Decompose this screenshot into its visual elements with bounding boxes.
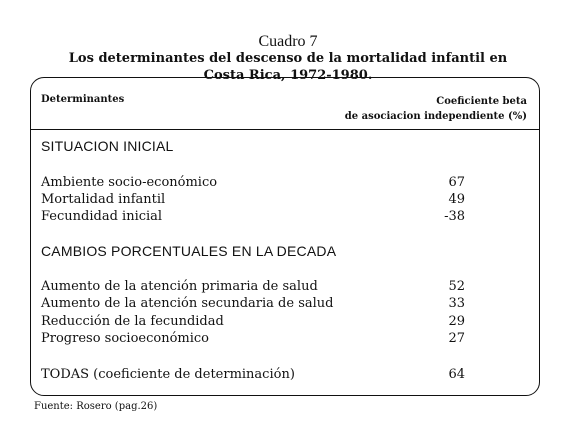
row-value: 49	[448, 192, 465, 207]
row-value: 52	[448, 279, 465, 294]
table-number: Cuadro 7	[258, 33, 318, 50]
table-row	[41, 314, 521, 331]
row-label: Progreso socioeconómico	[41, 331, 210, 346]
table-title-line-1: Los determinantes del descenso de la mortalidad infantil en	[68, 51, 508, 66]
row-value: 29	[448, 314, 465, 329]
header-coeficiente-line-1: Coeficiente beta	[436, 96, 527, 107]
source-note: Fuente: Rosero (pag.26)	[34, 401, 158, 412]
table-row	[41, 296, 521, 313]
row-label: Reducción de la fecundidad	[41, 314, 224, 329]
table-row	[41, 279, 521, 296]
row-label: Fecundidad inicial	[41, 209, 163, 224]
row-label: Aumento de la atención secundaria de salud	[41, 296, 334, 311]
row-value: 67	[448, 175, 465, 190]
row-label: Mortalidad infantil	[41, 192, 166, 207]
section-title-situacion-inicial: SITUACION INICIAL	[41, 138, 174, 154]
header-divider	[31, 129, 539, 130]
table-row	[41, 331, 521, 348]
row-label: Ambiente socio-económico	[41, 175, 218, 190]
row-value: -38	[444, 209, 465, 224]
row-value: 27	[448, 331, 465, 346]
row-label: TODAS (coeficiente de determinación)	[41, 367, 295, 382]
header-coeficiente	[345, 94, 527, 124]
row-value: 64	[448, 367, 465, 382]
determinants-table	[30, 77, 540, 396]
section-title-cambios-porcentuales: CAMBIOS PORCENTUALES EN LA DECADA	[41, 243, 337, 259]
row-label: Aumento de la atención primaria de salud	[41, 279, 318, 294]
table-row	[41, 175, 521, 192]
table-row	[41, 209, 521, 226]
table-row-total	[41, 367, 521, 384]
header-coeficiente-line-2: de asociacion independiente (%)	[344, 111, 527, 122]
header-determinantes: Determinantes	[41, 94, 125, 105]
table-row	[41, 192, 521, 209]
row-value: 33	[448, 296, 465, 311]
table-title-line-2: Costa Rica, 1972-1980.	[203, 68, 373, 83]
